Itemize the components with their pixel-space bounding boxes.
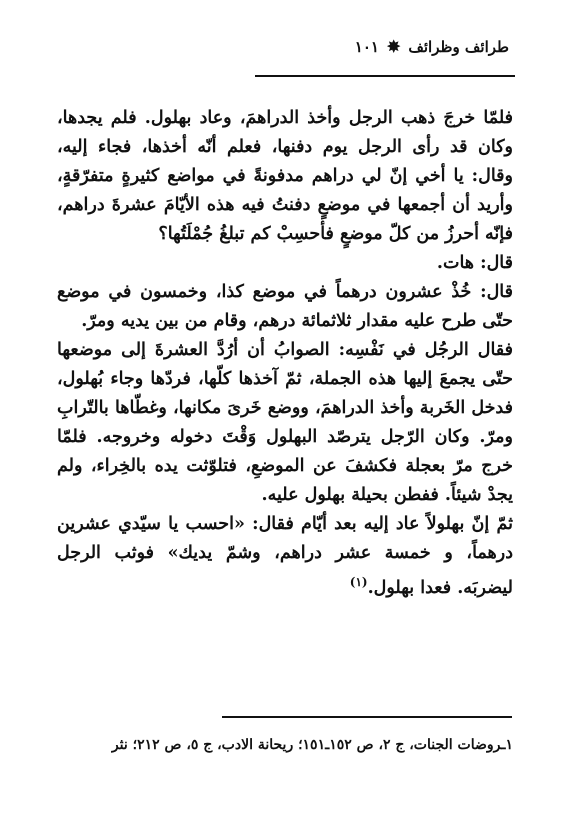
footnote-marker: (١) (349, 575, 368, 589)
footnote: ١ـروضات الجنات، ج ٢، ص ١٥٢ـ١٥١؛ ريحانة الادب، ج ٥، ص ٢١٢؛ نثر (111, 737, 513, 753)
running-header (59, 38, 509, 56)
paragraph-3: قال: خُذْ عشرون درهماً في موضع كذا، وخمسون في موضع حتّى طرح عليه مقدار ثلاثمائة درهم، وقام من بين يديه ومرّ. (57, 282, 513, 331)
paragraph-1: فلمّا خرجَ ذهب الرجل وأخذ الدراهمَ، وعاد بهلول. فلم يجدها، وكان قد رأى الرجل يوم دفنها، فعلم أنّه أخذها، فجاء إليه، وقال: يا أخي إنّ لي دراهم مدفونةً في مواضع كثيرةٍ متفرّقةٍ، وأريد أن أجمعها في موضعٍ دفنتُ فيه هذه الأيّامَ عشرةَ دراهم، فإنّه أحرزُ من كلّ موضعٍ فأحسِبْ كم تبلغُ جُمْلَتُها؟ (57, 108, 513, 244)
header-rule (255, 75, 515, 77)
page-number: ١٠١ (354, 38, 379, 56)
footnote-rule (222, 716, 512, 718)
star-ornament-icon: ✸ (386, 37, 401, 56)
body-text (57, 104, 513, 603)
header-title: طرائف وظرائف (408, 38, 509, 56)
paragraph-5 (57, 510, 513, 603)
paragraph-5-text: ثمّ إنّ بهلولاً عاد إليه بعد أيّام فقال: «احسب يا سيّدي عشرين درهماً، و خمسة عشر دراهم، وشمّ يديك» فوثب الرجل ليضربَه. فعدا بهلول. (57, 514, 513, 598)
paragraph-4: فقال الرجُل في نَفْسِه: الصوابُ أن أرُدَّ العشرةَ إلى موضعها حتّى يجمعَ إليها هذه الجملة، ثمّ آخذها كلّها، فردّها وجاء بُهلول، فدخل الخَربة وأخذ الدراهمَ، ووضع خَرىَ مكانها، وغطّاها بالتّرابِ ومرّ. وكان الرّجل يترصّد البهلول وَقْتَ دخوله وخروجه. فلمّا خرج مرّ بعجلة فكشفَ عن الموضعِ، فتلوّثت يده بالخِراء، ولم يجدْ شيئاً. ففطن بحيلة بهلول عليه. (57, 340, 513, 505)
paragraph-2: قال: هات. (436, 253, 513, 273)
